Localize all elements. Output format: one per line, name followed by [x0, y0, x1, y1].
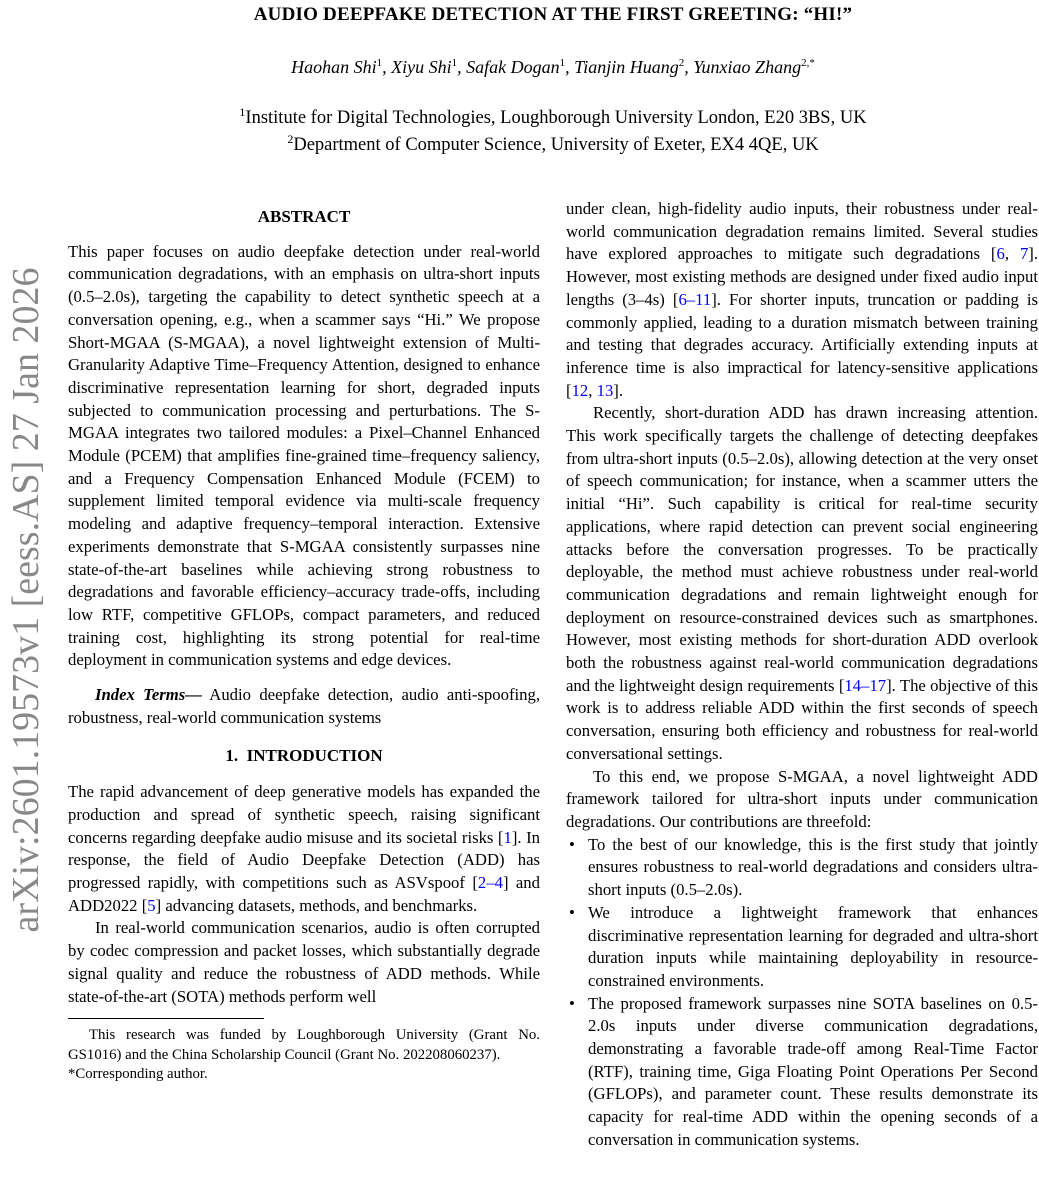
paragraph-short-duration	[566, 402, 1038, 765]
contribution-item	[566, 993, 1038, 1152]
text-run: ]. However, most existing methods are designed under fixed audio input lengths (3–4s) [	[566, 244, 1038, 309]
author-name: Xiyu Shi$^1$,	[391, 57, 467, 77]
abstract-heading: ABSTRACT	[257, 207, 351, 226]
bullet-icon: •	[569, 993, 575, 1013]
author-name: Yunxiao Zhang$^{2,*}$	[693, 57, 815, 77]
text-run: ]. For shorter inputs, truncation or padding is commonly applied, leading to a duration mismatch between training and testing that degrades accuracy. Artificially extending inputs at inference time is also impractical for latency-sensitive applications [	[566, 289, 1038, 400]
arxiv-watermark: arXiv:2601.19573v1 [eess.AS] 27 Jan 2026	[5, 267, 47, 933]
citation-ref[interactable]: 2–4	[477, 872, 503, 892]
text-run: ] and ADD2022 [	[68, 872, 540, 915]
paragraph-contributions-lead: To this end, we propose S-MGAA, a novel lightweight ADD framework tailored for ultra-short inputs under communication degradations. Our contributions are threefold:	[566, 766, 1038, 831]
footnote-funding: This research was funded by Loughborough University (Grant No. GS1016) and the China Scholarship Council (Grant No. 202208060237).	[68, 1027, 540, 1063]
footnote-rule	[68, 1018, 264, 1019]
paper-header	[68, 0, 1038, 159]
right-column	[566, 198, 1038, 1200]
footnote-corresponding: *Corresponding author.	[68, 1065, 208, 1082]
abstract-text: This paper focuses on audio deepfake detection under real-world communication degradations, with an emphasis on ultra-short inputs (0.5–2.0s), targeting the capability to detect synthetic speech at a conversation opening, e.g., when a scammer says “Hi.” We propose Short-MGAA (S-MGAA), a novel lightweight extension of Multi-Granularity Adaptive Time–Frequency Attention, designed to enhance discriminative representation learning for short, degraded inputs subjected to communication processing and perturbations. The S-MGAA integrates two tailored modules: a Pixel–Channel Enhanced Module (PCEM) that amplifies fine-grained time–frequency saliency, and a Frequency Compensation Enhanced Module (FCEM) to supplement limited temporal evidence via multi-scale frequency modeling and adaptive frequency–temporal interaction. Extensive experiments demonstrate that S-MGAA consistently surpasses nine state-of-the-art baselines while achieving strong robustness to degradations and favorable efficiency–accuracy trade-offs, including low RTF, competitive GFLOPs, compact parameters, and reduced training cost, highlighting its strong potential for real-time deployment in communication systems and edge devices.	[68, 241, 540, 670]
intro-paragraph-2: In real-world communication scenarios, audio is often corrupted by codec compression and packet losses, which substantially degrade signal quality and reduce the robustness of ADD methods. While state-of-the-art (SOTA) methods perform well	[68, 918, 540, 1006]
text-run: ,	[588, 380, 597, 400]
section-heading-introduction: 1. INTRODUCTION	[225, 746, 383, 766]
footnote	[68, 1018, 540, 1084]
citation-ref[interactable]: 6	[996, 244, 1005, 264]
citation-ref[interactable]: 13	[596, 380, 614, 400]
citation-ref[interactable]: 5	[147, 895, 156, 915]
intro-paragraph-1	[68, 781, 540, 917]
text-run: Recently, short-duration ADD has drawn increasing attention. This work specifically targets the challenge of detecting deepfakes from ultra-short inputs (0.5–2.0s), allowing detection at the very onset of speech communication; for instance, when a scammer utters the initial “Hi”. Such capability is critical for real-time security applications, where rapid detection can prevent social engineering attacks before the conversation progresses. To be practically deployable, the method must achieve robustness under real-world communication degradations and remain lightweight enough for deployment on resource-constrained devices such as smartphones. However, most existing methods for short-duration ADD overlook both the robustness against real-world communication degradations and the lightweight design requirements [	[566, 403, 1038, 695]
citation-ref[interactable]: 7	[1019, 244, 1029, 264]
text-run: The rapid advancement of deep generative models has expanded the production and spread of synthetic speech, raising significant concerns regarding deepfake audio misuse and its societal risks [	[68, 782, 540, 847]
affiliation-line: $^2$Department of Computer Science, University of Exeter, EX4 4QE, UK	[287, 131, 819, 155]
text-run: under clean, high-fidelity audio inputs, their robustness under real-world communication degradation remains limited. Several studies have explored approaches to mitigate such degradations [	[566, 199, 1038, 264]
affiliations	[68, 105, 1038, 159]
contributions-list	[566, 834, 1038, 1152]
author-name: Tianjin Huang$^2$,	[574, 57, 694, 77]
author-affil-mark: 1	[559, 57, 566, 69]
author-name: Safak Dogan$^1$,	[466, 57, 575, 77]
two-column-body	[68, 198, 1038, 1200]
bullet-icon: •	[569, 902, 575, 922]
citation-ref[interactable]: 12	[571, 380, 589, 400]
index-terms-label: Index Terms—	[95, 685, 202, 705]
affiliation-line: $^1$Institute for Digital Technologies, Loughborough University London, E20 3BS, UK	[239, 104, 867, 128]
author-affil-mark: 2	[678, 57, 685, 69]
text-run: ,	[1004, 244, 1020, 264]
author-name: Haohan Shi$^1$,	[291, 57, 392, 77]
left-column	[68, 198, 540, 1200]
citation-ref[interactable]: 6–11	[678, 289, 712, 309]
contribution-text: We introduce a lightweight framework that enhances discriminative representation learning for degraded and ultra-short duration inputs while maintaining deployability in resource-constrained environments.	[588, 902, 1038, 990]
citation-ref[interactable]: 14–17	[844, 675, 887, 695]
text-run: ]. The objective of this work is to address reliable ADD within the first seconds of speech conversation, ensuring both efficiency and robustness for real-world conversational settings.	[566, 675, 1038, 763]
contribution-item	[566, 902, 1038, 993]
bullet-icon: •	[569, 834, 575, 854]
page-title: AUDIO DEEPFAKE DETECTION AT THE FIRST GREETING: “HI!”	[253, 4, 853, 25]
index-terms	[68, 684, 540, 729]
contribution-text: The proposed framework surpasses nine SOTA baselines on 0.5-2.0s inputs under diverse communication degradations, demonstrating a favorable trade-off among Real-Time Factor (RTF), training time, Giga Floating Point Operations Per Second (GFLOPs), and parameter count. These results demonstrate its capacity for real-time ADD within the opening seconds of a conversation in communication systems.	[588, 993, 1038, 1149]
contribution-item	[566, 834, 1038, 902]
paragraph-robustness	[566, 198, 1038, 402]
contribution-text: To the best of our knowledge, this is the first study that jointly ensures robustness to real-world degradations and considers ultra-short inputs (0.5–2.0s).	[588, 834, 1038, 900]
text-run: ] advancing datasets, methods, and benchmarks.	[155, 895, 478, 915]
text-run: ].	[613, 380, 624, 400]
text-run: ]. In response, the field of Audio Deepfake Detection (ADD) has progressed rapidly, with competitions such as ASVspoof [	[68, 827, 540, 892]
citation-ref[interactable]: 1	[503, 827, 512, 847]
author-affil-mark: 1	[451, 57, 458, 69]
index-terms-text: Audio deepfake detection, audio anti-spoofing, robustness, real-world communication systems	[68, 685, 541, 727]
author-affil-mark: 2,*	[801, 57, 815, 69]
author-affil-mark: 1	[376, 57, 383, 69]
author-line	[68, 57, 1038, 78]
